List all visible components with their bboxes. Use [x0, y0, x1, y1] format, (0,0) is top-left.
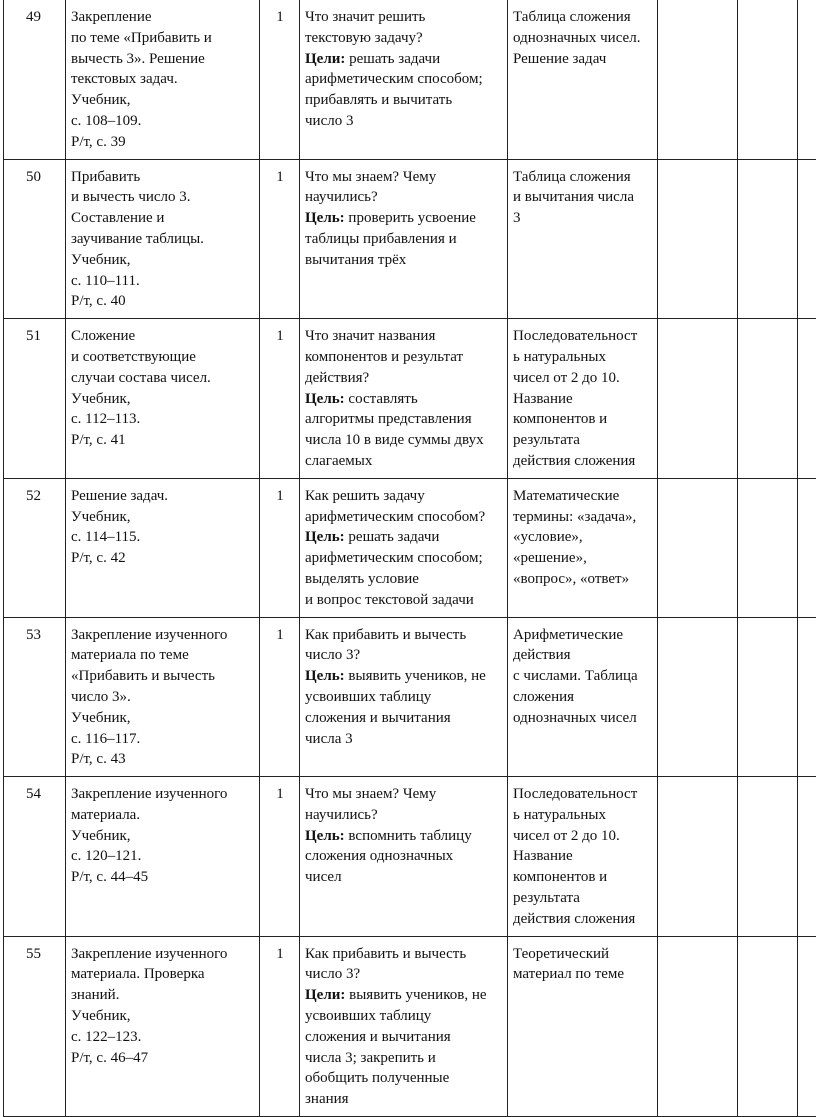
lesson-number: 50 [26, 169, 41, 185]
goal-text-line: и вопрос текстовой задачи [305, 590, 503, 611]
lesson-topic-line: Р/т, с. 46–47 [71, 1048, 255, 1069]
lesson-topic-line: с. 114–115. [71, 527, 255, 548]
goal-text-line: усвоивших таблицу [305, 1006, 503, 1027]
lesson-hours: 1 [276, 627, 284, 643]
goal-text-line: арифметическим способом; [305, 69, 503, 90]
lesson-goal-cell [300, 319, 508, 479]
empty-cell [738, 0, 798, 159]
lesson-number-cell [4, 936, 66, 1116]
goal-text-line: усвоивших таблицу [305, 687, 503, 708]
goal-text-line: число 3 [305, 111, 503, 132]
lesson-table-body [4, 0, 816, 1117]
lesson-topic-line: Учебник, [71, 389, 255, 410]
lesson-hours-cell [260, 159, 300, 319]
lesson-topic-line: Сложение [71, 326, 255, 347]
lesson-concepts-cell [508, 0, 658, 159]
empty-cell [798, 936, 816, 1116]
lesson-topic-line: с. 122–123. [71, 1027, 255, 1048]
lesson-hours-cell [260, 777, 300, 937]
concept-line: компонентов и [513, 409, 653, 430]
lesson-number-cell [4, 777, 66, 937]
empty-cell [738, 478, 798, 617]
table-row [4, 617, 816, 777]
concept-line: Решение задач [513, 49, 653, 70]
problem-question-line: текстовую задачу? [305, 28, 503, 49]
goal-text: составлять [345, 391, 418, 407]
lesson-number: 54 [26, 786, 41, 802]
lesson-topic-cell [66, 936, 260, 1116]
empty-cell [658, 936, 738, 1116]
empty-cell [658, 319, 738, 479]
concept-line: Арифметические [513, 625, 653, 646]
goal-text-line: сложения и вычитания [305, 708, 503, 729]
table-row [4, 319, 816, 479]
lesson-concepts-cell [508, 478, 658, 617]
concept-line: Теоретический [513, 944, 653, 965]
problem-question-line: Что мы знаем? Чему [305, 167, 503, 188]
empty-cell [658, 777, 738, 937]
goal-label: Цель: [305, 391, 345, 407]
goal-text: решать задачи [345, 529, 440, 545]
goal-first-line [305, 389, 503, 410]
lesson-hours-cell [260, 0, 300, 159]
lesson-topic-line: вычесть 3». Решение [71, 49, 255, 70]
empty-cell [738, 319, 798, 479]
problem-question-line: действия? [305, 368, 503, 389]
lesson-topic-line: Р/т, с. 39 [71, 132, 255, 153]
lesson-topic-line: Учебник, [71, 1006, 255, 1027]
lesson-topic-line: и соответствующие [71, 347, 255, 368]
lesson-topic-line: знаний. [71, 985, 255, 1006]
lesson-concepts-cell [508, 617, 658, 777]
problem-question-line: Что значит решить [305, 7, 503, 28]
lesson-topic-line: Учебник, [71, 250, 255, 271]
lesson-topic-line: с. 112–113. [71, 409, 255, 430]
lesson-topic-line: «Прибавить и вычесть [71, 666, 255, 687]
empty-cell [738, 936, 798, 1116]
concept-line: действия сложения [513, 451, 653, 472]
lesson-goal-cell [300, 478, 508, 617]
lesson-topic-line: Решение задач. [71, 486, 255, 507]
empty-cell [798, 319, 816, 479]
problem-question-line: Что значит названия [305, 326, 503, 347]
lesson-goal-cell [300, 936, 508, 1116]
empty-cell [658, 617, 738, 777]
empty-cell [798, 159, 816, 319]
problem-question-line: Что мы знаем? Чему [305, 784, 503, 805]
table-row [4, 0, 816, 159]
problem-question-line: компонентов и результат [305, 347, 503, 368]
lesson-topic-line: Учебник, [71, 708, 255, 729]
concept-line: Последовательност [513, 784, 653, 805]
empty-cell [738, 777, 798, 937]
concept-line: Название [513, 389, 653, 410]
concept-line: «условие», [513, 527, 653, 548]
goal-label: Цели: [305, 987, 345, 1003]
goal-text-line: выделять условие [305, 569, 503, 590]
empty-cell [798, 777, 816, 937]
problem-question-line: научились? [305, 805, 503, 826]
concept-line: действия [513, 645, 653, 666]
lesson-topic-line: по теме «Прибавить и [71, 28, 255, 49]
concept-line: Название [513, 846, 653, 867]
concept-line: результата [513, 430, 653, 451]
concept-line: Таблица сложения [513, 7, 653, 28]
goal-text-line: сложения и вычитания [305, 1027, 503, 1048]
lesson-hours-cell [260, 319, 300, 479]
lesson-topic-line: Р/т, с. 40 [71, 291, 255, 312]
lesson-topic-line: текстовых задач. [71, 69, 255, 90]
goal-text-line: сложения однозначных [305, 846, 503, 867]
lesson-topic-cell [66, 0, 260, 159]
lesson-topic-cell [66, 159, 260, 319]
lesson-goal-cell [300, 777, 508, 937]
goal-text-line: вычитания трёх [305, 250, 503, 271]
goal-label: Цель: [305, 529, 345, 545]
lesson-hours: 1 [276, 169, 284, 185]
goal-first-line [305, 666, 503, 687]
goal-label: Цель: [305, 828, 345, 844]
goal-text-line: слагаемых [305, 451, 503, 472]
goal-text-line: числа 10 в виде суммы двух [305, 430, 503, 451]
concept-line: 3 [513, 208, 653, 229]
lesson-topic-line: Р/т, с. 43 [71, 749, 255, 770]
empty-cell [738, 159, 798, 319]
problem-question-line: Как прибавить и вычесть [305, 625, 503, 646]
lesson-topic-line: Прибавить [71, 167, 255, 188]
concept-line: Таблица сложения [513, 167, 653, 188]
goal-text: вспомнить таблицу [345, 828, 472, 844]
goal-text: решать задачи [345, 51, 440, 67]
lesson-concepts-cell [508, 159, 658, 319]
lesson-topic-line: с. 108–109. [71, 111, 255, 132]
empty-cell [798, 478, 816, 617]
lesson-topic-cell [66, 777, 260, 937]
empty-cell [798, 617, 816, 777]
lesson-topic-line: Учебник, [71, 90, 255, 111]
lesson-topic-line: Закрепление [71, 7, 255, 28]
lesson-hours-cell [260, 617, 300, 777]
goal-text: выявить учеников, не [345, 668, 486, 684]
table-row [4, 159, 816, 319]
lesson-topic-line: Учебник, [71, 507, 255, 528]
goal-first-line [305, 985, 503, 1006]
goal-text-line: алгоритмы представления [305, 409, 503, 430]
lesson-topic-line: с. 110–111. [71, 271, 255, 292]
lesson-topic-line: Р/т, с. 42 [71, 548, 255, 569]
lesson-topic-line: Закрепление изученного [71, 784, 255, 805]
table-row [4, 777, 816, 937]
lesson-topic-cell [66, 319, 260, 479]
problem-question-line: научились? [305, 187, 503, 208]
lesson-topic-line: случаи состава чисел. [71, 368, 255, 389]
table-row [4, 936, 816, 1116]
concept-line: Последовательност [513, 326, 653, 347]
lesson-topic-line: материала. [71, 805, 255, 826]
lesson-topic-line: Составление и [71, 208, 255, 229]
concept-line: однозначных чисел [513, 708, 653, 729]
concept-line: материал по теме [513, 964, 653, 985]
goal-text-line: знания [305, 1089, 503, 1110]
goal-first-line [305, 49, 503, 70]
lesson-hours: 1 [276, 9, 284, 25]
concept-line: действия сложения [513, 909, 653, 930]
lesson-number: 51 [26, 328, 41, 344]
lesson-topic-line: и вычесть число 3. [71, 187, 255, 208]
lesson-number-cell [4, 159, 66, 319]
concept-line: однозначных чисел. [513, 28, 653, 49]
lesson-number-cell [4, 617, 66, 777]
concept-line: чисел от 2 до 10. [513, 368, 653, 389]
lesson-topic-line: Р/т, с. 44–45 [71, 867, 255, 888]
problem-question-line: арифметическим способом? [305, 507, 503, 528]
empty-cell [658, 478, 738, 617]
goal-text-line: числа 3; закрепить и [305, 1048, 503, 1069]
lesson-goal-cell [300, 159, 508, 319]
lesson-topic-line: заучивание таблицы. [71, 229, 255, 250]
lesson-topic-cell [66, 617, 260, 777]
lesson-number: 55 [26, 946, 41, 962]
goal-label: Цель: [305, 210, 345, 226]
goal-text-line: числа 3 [305, 729, 503, 750]
concept-line: с числами. Таблица [513, 666, 653, 687]
lesson-topic-line: Закрепление изученного [71, 625, 255, 646]
problem-question-line: Как решить задачу [305, 486, 503, 507]
lesson-topic-line: Закрепление изученного [71, 944, 255, 965]
lesson-topic-line: число 3». [71, 687, 255, 708]
lesson-concepts-cell [508, 319, 658, 479]
goal-text-line: чисел [305, 867, 503, 888]
goal-first-line [305, 826, 503, 847]
lesson-goal-cell [300, 617, 508, 777]
concept-line: сложения [513, 687, 653, 708]
lesson-concepts-cell [508, 936, 658, 1116]
goal-first-line [305, 527, 503, 548]
concept-line: термины: «задача», [513, 507, 653, 528]
concept-line: и вычитания числа [513, 187, 653, 208]
concept-line: «вопрос», «ответ» [513, 569, 653, 590]
concept-line: ь натуральных [513, 805, 653, 826]
empty-cell [658, 159, 738, 319]
concept-line: «решение», [513, 548, 653, 569]
goal-first-line [305, 208, 503, 229]
goal-label: Цель: [305, 668, 345, 684]
concept-line: Математические [513, 486, 653, 507]
goal-text-line: таблицы прибавления и [305, 229, 503, 250]
lesson-topic-line: с. 116–117. [71, 729, 255, 750]
lesson-topic-line: материала по теме [71, 645, 255, 666]
goal-text: проверить усвоение [345, 210, 476, 226]
lesson-number-cell [4, 0, 66, 159]
lesson-hours-cell [260, 478, 300, 617]
concept-line: результата [513, 888, 653, 909]
empty-cell [798, 0, 816, 159]
lesson-number: 52 [26, 488, 41, 504]
concept-line: чисел от 2 до 10. [513, 826, 653, 847]
table-row [4, 478, 816, 617]
goal-text-line: арифметическим способом; [305, 548, 503, 569]
lesson-hours: 1 [276, 328, 284, 344]
lesson-goal-cell [300, 0, 508, 159]
problem-question-line: Как прибавить и вычесть [305, 944, 503, 965]
lesson-number: 49 [26, 9, 41, 25]
lesson-topic-line: Учебник, [71, 826, 255, 847]
problem-question-line: число 3? [305, 645, 503, 666]
goal-text-line: прибавлять и вычитать [305, 90, 503, 111]
concept-line: компонентов и [513, 867, 653, 888]
empty-cell [658, 0, 738, 159]
goal-label: Цели: [305, 51, 345, 67]
problem-question-line: число 3? [305, 964, 503, 985]
lesson-hours: 1 [276, 488, 284, 504]
lesson-number-cell [4, 478, 66, 617]
lesson-number: 53 [26, 627, 41, 643]
concept-line: ь натуральных [513, 347, 653, 368]
lesson-topic-cell [66, 478, 260, 617]
lesson-hours: 1 [276, 946, 284, 962]
lesson-hours: 1 [276, 786, 284, 802]
goal-text: выявить учеников, не [345, 987, 486, 1003]
lesson-topic-line: материала. Проверка [71, 964, 255, 985]
empty-cell [738, 617, 798, 777]
lesson-concepts-cell [508, 777, 658, 937]
lesson-plan-table [3, 0, 816, 1117]
lesson-hours-cell [260, 936, 300, 1116]
lesson-topic-line: с. 120–121. [71, 846, 255, 867]
lesson-number-cell [4, 319, 66, 479]
lesson-topic-line: Р/т, с. 41 [71, 430, 255, 451]
goal-text-line: обобщить полученные [305, 1068, 503, 1089]
